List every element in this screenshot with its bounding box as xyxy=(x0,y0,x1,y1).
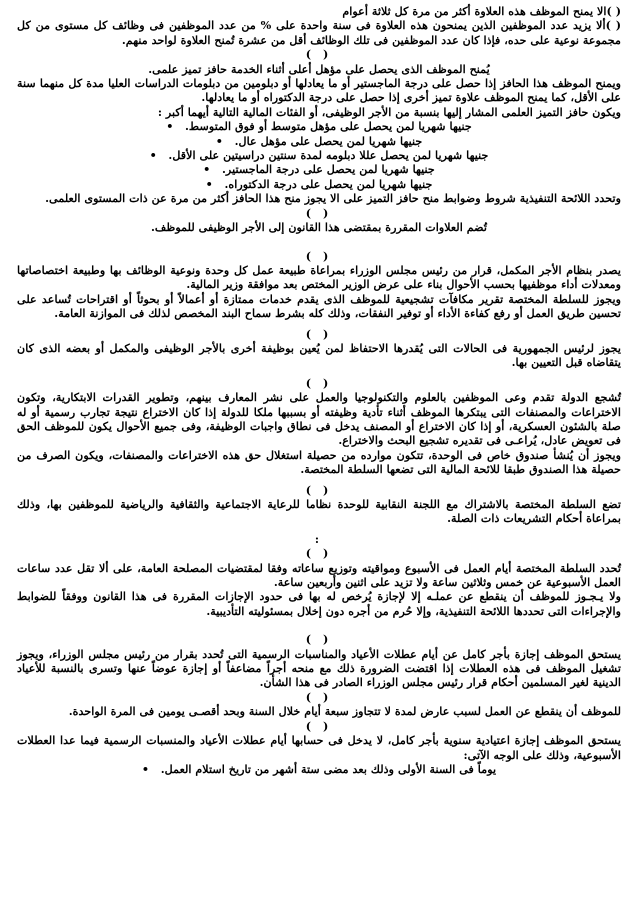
paragraph-raise-quota: ( )ألا يزيد عدد الموظفين الذين يمنحون هذه العلاوة فى سنة واحدة على % من عدد الموظفين فى وظائف كل مستوى من كل مجموعة نوعية على حده، فإذا كان عدد الموظفين فى تلك الوظائف أقل من عشرة تُمنح العلاوة لواحد منهم. xyxy=(17,18,621,47)
paragraph-inventions: تُشجع الدولة تقدم وعى الموظفين بالعلوم والتكنولوجيا والعمل على نشر المعارف بينهم، وتطوير القدرات الابتكارية، وتكون الاختراعات والمصنفات التى يبتكرها الموظف أثناء تأدية وظيفته أو بسببها ملكا للدولة إذا كان الاختراع نتيجة تجارب رسمية أو له صلة بالشئون العسكرية، أو إذا كان الاختراع أو المصنف يدخل فى نطاق واجبات الوظيفة، وفى جميع الأحوال يكون للموظف الحق فى تعويض عادل، يُراعـى فى تقديره تشجيع البحث والاختراع. xyxy=(17,390,621,448)
spacer xyxy=(17,618,621,632)
article-number: ( ) xyxy=(305,326,333,341)
article-number: ( ) xyxy=(305,632,333,647)
paragraph-incentive-rewards: ويجوز للسلطة المختصة تقرير مكافآت تشجيعية للموظف الذى يقدم خدمات ممتازة أو أعمالاً أو بحوثاً أو اقتراحات تُساعد على تحسين طريق العمل أو رفع كفاءة الأداء أو توفير النفقات، وذلك كله بشرط سماح البند المخصص لذلك فى الموازنة العامة. xyxy=(17,291,621,321)
paragraph-once-per-three-years: ( )الا يمنح الموظف هذه العلاوة أكثر من مرة كل ثلاثة أعوام xyxy=(342,4,621,18)
document-page xyxy=(17,4,621,897)
list-item: جنيها شهريا لمن يحصل عللا دبلومه لمدة سنتين دراسيتين على الأقل. • xyxy=(17,148,621,162)
paragraph-official-holidays: يستحق الموظف إجازة بأجر كامل عن أيام عطلات الأعياد والمناسبات الرسمية التى تُحدد بقرار من رئيس مجلس الوزراء، ويجوز تشغيل الموظف فى هذه العطلات إذا اقتضت الضرورة ذلك مع منحه أجراً مضاعفاً أو إجازة عوضاً عنها وتسرى بالنسبة للأعياد الدينية لغير المسلمين أحكام قرار رئيس مجلس الوزراء الصادر فى هذا الشأن. xyxy=(17,646,621,690)
list-item: جنيها شهريا لمن يحصل على درجة الماجستير. • xyxy=(17,162,621,176)
list-item: جنيها شهريا لمن يحصل على مؤهل متوسط أو فوق المتوسط. • xyxy=(17,119,621,133)
article-number: ( ) xyxy=(305,47,333,62)
paragraph-president-retain-wage: يجوز لرئيس الجمهورية فى الحالات التى يُقدرها الاحتفاظ لمن يُعين بوظيفة أخرى بالأجر الوظيفى والمكمل أو بعضه الذى كان يتقاضاه قبل التعيين بها. xyxy=(17,340,621,370)
paragraph-incentive-regulations: وتحدد اللائحة التنفيذية شروط وضوابط منح حافز التميز على الا يجوز منح هذا الحافز أكثر من مرة عن ذات المستوى العلمى. xyxy=(45,191,621,206)
paragraph-incentive-rates-intro: ويكون حافز التميز العلمى المشار إليها بنسبة من الأجر الوظيفى، أو الفئات المالية التالية أيهما أكبر : xyxy=(157,104,621,119)
paragraph-incentive-conditions: ويمنح الموظف هذا الحافز إذا حصل على درجة الماجستير أو ما يعادلها أو دبلومين من دبلومات الدراسات العليا مدة كل منهما سنة على الأقل، كما يمنح الموظف علاوة تميز أخرى إذا حصل على درجة الدكتوراه أو ما يعادلها. xyxy=(17,76,621,105)
paragraph-special-fund: ويجوز أن يُنشأ صندوق خاص فى الوحدة، تتكون موارده من حصيلة استغلال حق هذه الاختراعات والمصنفات، ويكون الصرف من حصيلة هذا الصندوق طبقا للائحة المالية التى تضعها السلطة المختصة. xyxy=(17,447,621,477)
article-number: ( ) xyxy=(305,205,333,220)
paragraph-absence: ولا يـجـوز للموظف أن ينقطع عن عملـه إلا لإجازة يُرخص له بها فى حدود الإجازات المقررة فى هذا القانون ووفقاً للضوابط والإجراءات التى تحددها اللائحة التنفيذية، وإلا حُرم من أجره دون إخلال بمسئوليته التأديبية. xyxy=(17,589,621,618)
article-number: ( ) xyxy=(305,718,333,733)
article-number: ( ) xyxy=(305,482,333,497)
paragraph-annual-leave: يستحق الموظف إجازة اعتيادية سنوية بأجر كامل، لا يدخل فى حسابها أيام عطلات الأعياد والمنسبات الرسمية فيما عدا العطلات الأسبوعية، وذلك على الوجه الآتى: xyxy=(17,733,621,762)
paragraph-casual-leave: للموظف أن ينقطع عن العمل لسبب عارض لمدة لا تتجاوز سبعة أيام خلال السنة وبحد أقصـى يومين فى المرة الواحدة. xyxy=(68,704,621,719)
annual-leave-list xyxy=(17,762,621,776)
paragraph-social-care: تضع السلطة المختصة بالاشتراك مع اللجنة النقابية للوحدة نظاما للرعاية الاجتماعية والثقافية والرياضية للموظفين بها، وذلك بمراعاة أحكام التشريعات ذات الصلة. xyxy=(17,497,621,526)
paragraph-raises-added: تُضم العلاوات المقررة بمقتضى هذا القانون إلى الأجر الوظيفى للموظف. xyxy=(151,220,487,235)
paragraph-working-hours: تُحدد السلطة المختصة أيام العمل فى الأسبوع ومواقيته وتوزيع ساعاته وفقا لمقتضيات المصلحة العامة، على ألا تقل عدد ساعات العمل الأسبوعية عن خمس وثلاثين ساعة ولا تزيد على اثنين وأربعين ساعة. xyxy=(17,560,621,590)
article-number: ( ) xyxy=(305,248,333,263)
spacer xyxy=(17,235,621,249)
article-heading-scientific-incentive: يُمنح الموظف الذى يحصل على مؤهل أعلى أثناء الخدمة حافز تميز علمى. xyxy=(148,61,490,76)
paragraph-complementary-wage: يصدر بنظام الأجر المكمل، قرار من رئيس مجلس الوزراء بمراعاة طبيعة عمل كل وحدة ونوعية الوظائف بها وطبيعة اختصاصاتها ومعدلات أداء موظفيها بحسب الأحوال بناء على عرض الوزير المختص بعد موافقة وزير المالية. xyxy=(17,262,621,292)
article-number: ( ) xyxy=(305,375,333,390)
list-item: جنيها شهريا لمن يحصل على درجة الدكتوراه. • xyxy=(17,177,621,191)
incentive-rates-list xyxy=(17,119,621,191)
section-colon: : xyxy=(314,531,324,546)
article-number: ( ) xyxy=(305,546,333,561)
list-item: يوماً فى السنة الأولى وذلك بعد مضى ستة أشهر من تاريخ استلام العمل. • xyxy=(17,762,621,776)
list-item: جنيها شهريا لمن يحصل على مؤهل عال. • xyxy=(17,134,621,148)
article-number: ( ) xyxy=(305,689,333,704)
